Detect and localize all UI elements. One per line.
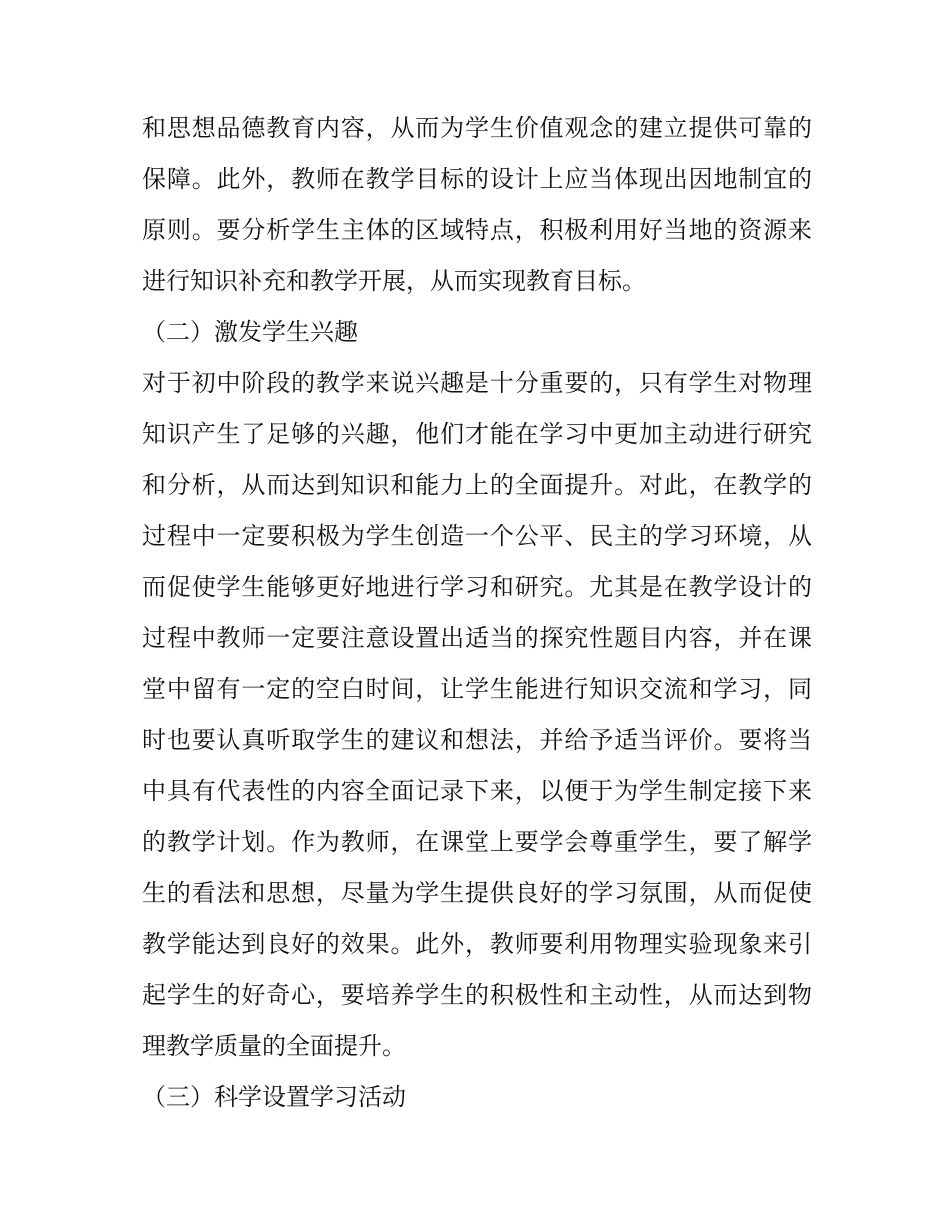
paragraph-line: 生的看法和思想，尽量为学生提供良好的学习氛围，从而促使	[142, 879, 812, 907]
paragraph-line: 和思想品德教育内容，从而为学生价值观念的建立提供可靠的	[142, 114, 812, 142]
paragraph-line: 知识产生了足够的兴趣，他们才能在学习中更加主动进行研究	[142, 420, 812, 448]
paragraph-line: 而促使学生能够更好地进行学习和研究。尤其是在教学设计的	[142, 573, 812, 601]
section-heading: （三）科学设置学习活动	[142, 1083, 406, 1111]
paragraph-line: 教学能达到良好的效果。此外，教师要利用物理实验现象来引	[142, 930, 812, 958]
paragraph-line: 理教学质量的全面提升。	[142, 1032, 406, 1060]
paragraph-line: 堂中留有一定的空白时间，让学生能进行知识交流和学习，同	[142, 675, 812, 703]
paragraph-line: 起学生的好奇心，要培养学生的积极性和主动性，从而达到物	[142, 981, 812, 1009]
paragraph-line: 对于初中阶段的教学来说兴趣是十分重要的，只有学生对物理	[142, 369, 812, 397]
paragraph-line: 和分析，从而达到知识和能力上的全面提升。对此，在教学的	[142, 471, 812, 499]
paragraph-line: 过程中教师一定要注意设置出适当的探究性题目内容，并在课	[142, 624, 812, 652]
paragraph-line: 过程中一定要积极为学生创造一个公平、民主的学习环境，从	[142, 522, 812, 550]
section-heading: （二）激发学生兴趣	[142, 318, 358, 346]
paragraph-line: 时也要认真听取学生的建议和想法，并给予适当评价。要将当	[142, 726, 812, 754]
paragraph-line: 中具有代表性的内容全面记录下来，以便于为学生制定接下来	[142, 777, 812, 805]
paragraph-line: 的教学计划。作为教师，在课堂上要学会尊重学生，要了解学	[142, 828, 812, 856]
paragraph-line: 原则。要分析学生主体的区域特点，积极利用好当地的资源来	[142, 216, 812, 244]
paragraph-line: 进行知识补充和教学开展，从而实现教育目标。	[142, 267, 646, 295]
paragraph-line: 保障。此外，教师在教学目标的设计上应当体现出因地制宜的	[142, 165, 812, 193]
